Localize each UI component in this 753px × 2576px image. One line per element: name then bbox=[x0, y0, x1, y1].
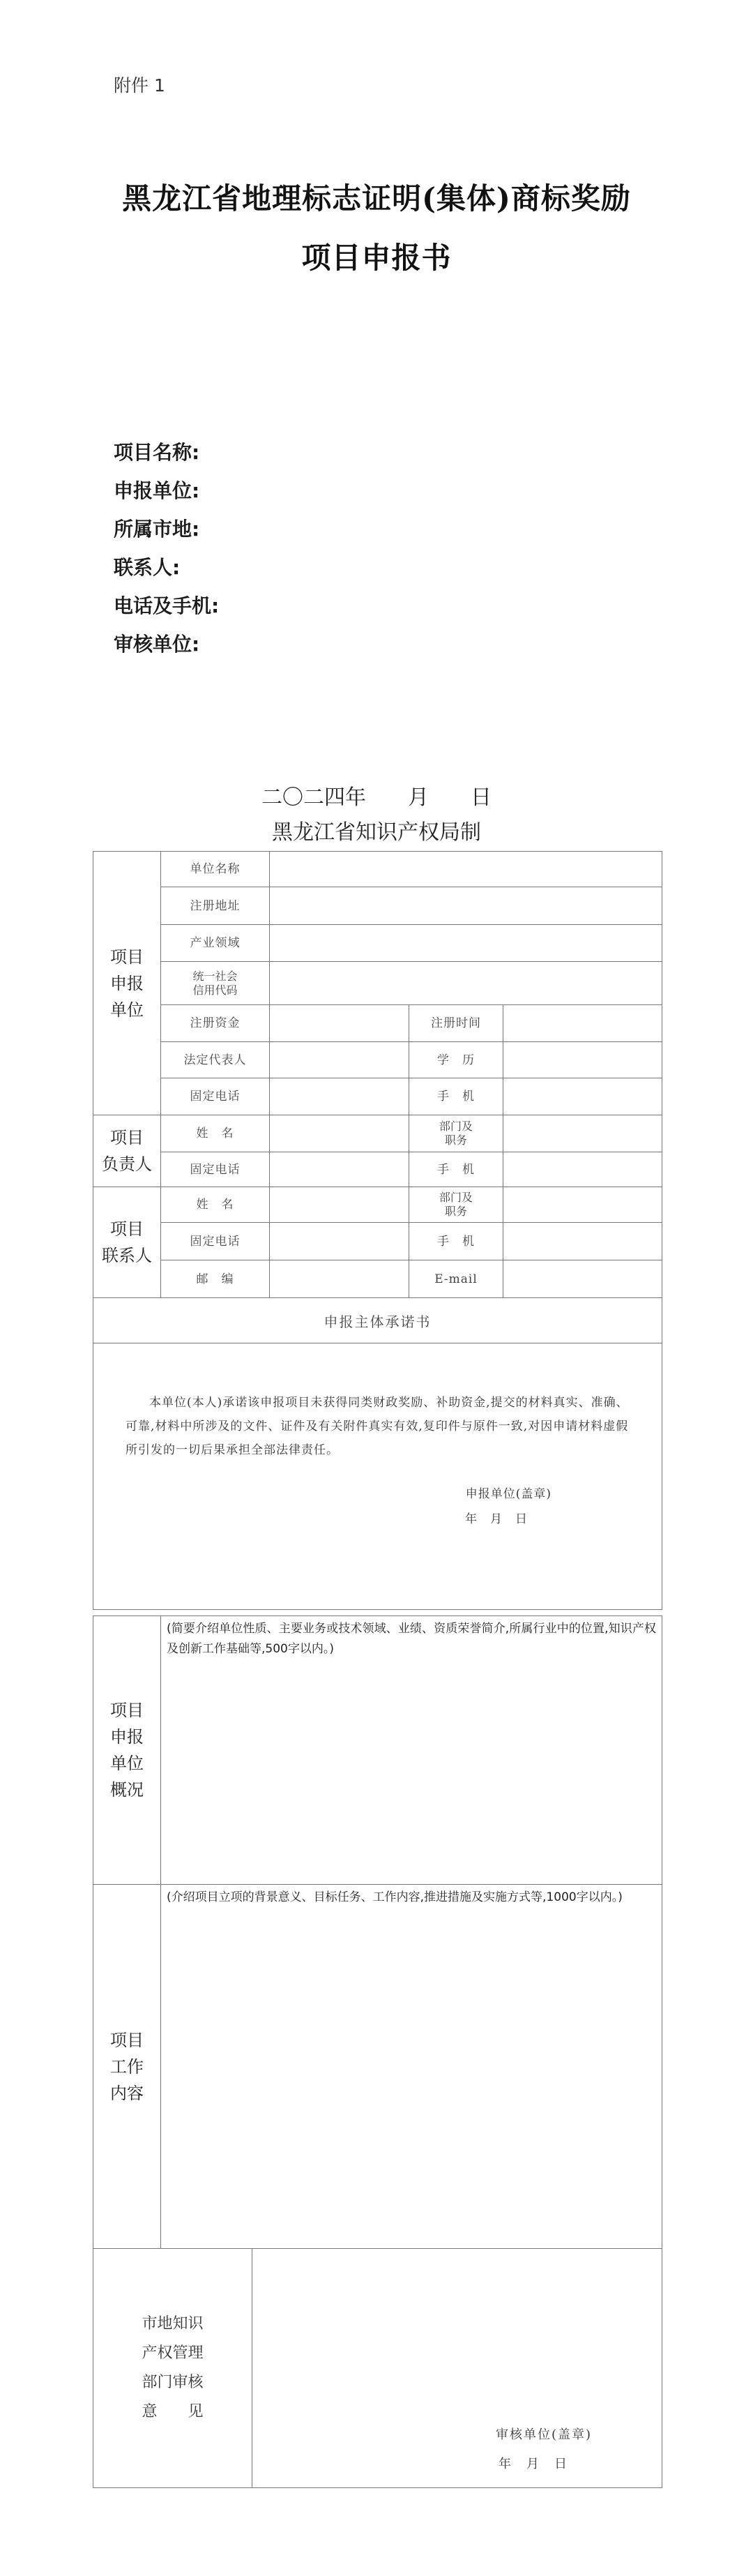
input-unit-overview[interactable] bbox=[161, 1616, 662, 1885]
label-industry: 产业领域 bbox=[161, 925, 270, 962]
input-unit-mobile[interactable] bbox=[503, 1078, 662, 1115]
applicant-info-table bbox=[93, 851, 662, 1610]
input-leader-mobile[interactable] bbox=[503, 1152, 662, 1187]
field-contact: 联系人: bbox=[114, 556, 181, 579]
input-audit-opinion[interactable] bbox=[252, 2249, 662, 2488]
label-reg-capital: 注册资金 bbox=[161, 1005, 270, 1042]
input-postcode[interactable] bbox=[270, 1260, 409, 1298]
page-title: 黑龙江省地理标志证明(集体)商标奖励 bbox=[122, 181, 631, 216]
input-credit-code[interactable] bbox=[270, 962, 662, 1005]
label-unit-overview: 项目 申报 单位 概况 bbox=[93, 1616, 161, 1885]
label-contact-name: 姓 名 bbox=[161, 1187, 270, 1223]
commitment-date: 年 月 日 bbox=[465, 1512, 528, 1526]
label-contact-mobile: 手 机 bbox=[409, 1223, 503, 1260]
commitment-title: 申报主体承诺书 bbox=[93, 1298, 662, 1343]
input-reg-time[interactable] bbox=[503, 1005, 662, 1042]
input-contact-mobile[interactable] bbox=[503, 1223, 662, 1260]
group-project-leader: 项目 负责人 bbox=[93, 1115, 161, 1187]
label-reg-time: 注册时间 bbox=[409, 1005, 503, 1042]
field-phone: 电话及手机: bbox=[114, 594, 220, 617]
field-city: 所属市地: bbox=[114, 518, 200, 541]
content-hint: (介绍项目立项的背景意义、目标任务、工作内容,推进措施及实施方式等,1000字以内。) bbox=[167, 1890, 623, 1904]
audit-opinion-table bbox=[93, 2248, 662, 2488]
label-unit-mobile: 手 机 bbox=[409, 1078, 503, 1115]
input-leader-landline[interactable] bbox=[270, 1152, 409, 1187]
group-project-contact: 项目 联系人 bbox=[93, 1187, 161, 1298]
input-unit-landline[interactable] bbox=[270, 1078, 409, 1115]
date-line: 二〇二四年 月 日 bbox=[261, 785, 492, 810]
attachment-label: 附件 1 bbox=[114, 75, 165, 96]
field-reviewer: 审核单位: bbox=[114, 633, 200, 656]
input-reg-capital[interactable] bbox=[270, 1005, 409, 1042]
overview-hint: (简要介绍单位性质、主要业务或技术领域、业绩、资质荣誉简介,所属行业中的位置,知识产权及创新工作基础等,500字以内。) bbox=[167, 1622, 656, 1656]
issuer: 黑龙江省知识产权局制 bbox=[272, 820, 481, 845]
project-details-table bbox=[93, 1615, 662, 2249]
label-leader-mobile: 手 机 bbox=[409, 1152, 503, 1187]
label-education: 学 历 bbox=[409, 1042, 503, 1078]
input-leader-name[interactable] bbox=[270, 1115, 409, 1152]
commitment-text: 本单位(本人)承诺该申报项目未获得同类财政奖励、补助资金,提交的材料真实、准确、可靠,材料中所涉及的文件、证件及有关附件真实有效,复印件与原件一致,对因申请材料虚假所引发的一切后果承担全部法律责任。 bbox=[126, 1396, 629, 1457]
label-leader-dept: 部门及 职务 bbox=[409, 1115, 503, 1152]
group-applicant-unit: 项目 申报 单位 bbox=[93, 852, 161, 1115]
input-industry[interactable] bbox=[270, 925, 662, 962]
field-applicant-unit: 申报单位: bbox=[114, 479, 200, 502]
label-contact-landline: 固定电话 bbox=[161, 1223, 270, 1260]
label-leader-landline: 固定电话 bbox=[161, 1152, 270, 1187]
label-email: E-mail bbox=[409, 1260, 503, 1298]
input-unit-name[interactable] bbox=[270, 852, 662, 887]
input-email[interactable] bbox=[503, 1260, 662, 1298]
label-credit-code: 统一社会 信用代码 bbox=[161, 962, 270, 1005]
label-project-content: 项目 工作 内容 bbox=[93, 1885, 161, 2249]
input-project-content[interactable] bbox=[161, 1885, 662, 2249]
audit-date: 年 月 日 bbox=[499, 2457, 568, 2471]
input-legal-rep[interactable] bbox=[270, 1042, 409, 1078]
label-audit-opinion: 市地知识 产权管理 部门审核 意 见 bbox=[93, 2249, 252, 2488]
input-leader-dept[interactable] bbox=[503, 1115, 662, 1152]
label-postcode: 邮 编 bbox=[161, 1260, 270, 1298]
input-contact-name[interactable] bbox=[270, 1187, 409, 1223]
input-contact-landline[interactable] bbox=[270, 1223, 409, 1260]
label-unit-name: 单位名称 bbox=[161, 852, 270, 887]
field-project-name: 项目名称: bbox=[114, 441, 200, 464]
commitment-sign-label: 申报单位(盖章) bbox=[465, 1487, 552, 1501]
label-reg-address: 注册地址 bbox=[161, 887, 270, 925]
commitment-section bbox=[93, 1343, 662, 1610]
label-unit-landline: 固定电话 bbox=[161, 1078, 270, 1115]
input-education[interactable] bbox=[503, 1042, 662, 1078]
label-contact-dept: 部门及 职务 bbox=[409, 1187, 503, 1223]
commitment-signature bbox=[126, 1482, 630, 1532]
input-reg-address[interactable] bbox=[270, 887, 662, 925]
label-legal-rep: 法定代表人 bbox=[161, 1042, 270, 1078]
label-leader-name: 姓 名 bbox=[161, 1115, 270, 1152]
audit-sign-label: 审核单位(盖章) bbox=[495, 2427, 592, 2442]
input-contact-dept[interactable] bbox=[503, 1187, 662, 1223]
page-subtitle: 项目申报书 bbox=[301, 241, 452, 275]
